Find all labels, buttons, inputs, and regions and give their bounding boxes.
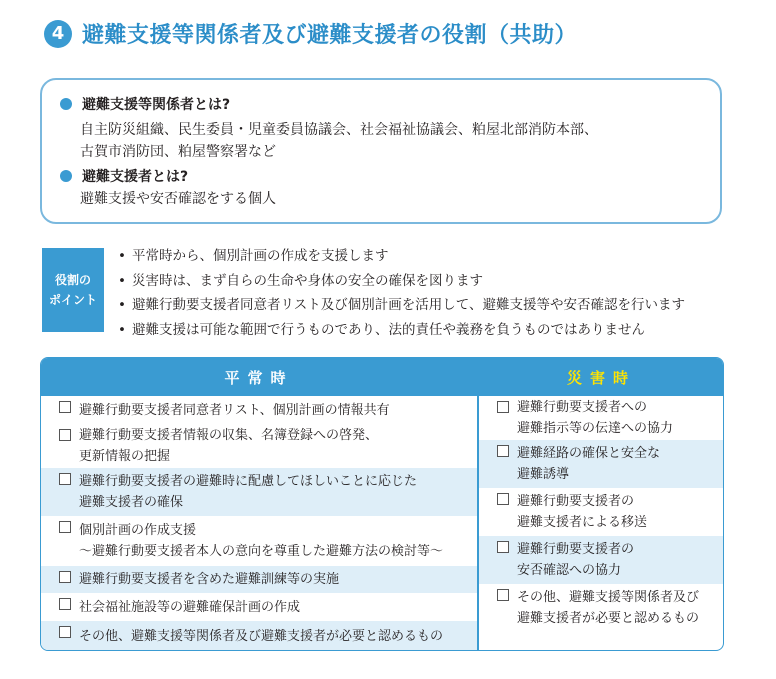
- row-text: 避難行動要支援者を含めた避難訓練等の実施: [79, 572, 340, 587]
- table-row: [41, 621, 477, 651]
- list-item-text: 避難行動要支援者同意者リスト及び個別計画を活用して、避難支援等や安否確認を行います: [132, 297, 685, 313]
- row-text: 〜避難行動要支援者本人の意向を尊重した避難方法の検討等〜: [79, 544, 444, 559]
- checkbox-icon: [59, 598, 71, 610]
- role-points-badge: [42, 248, 104, 332]
- row-text: 避難誘導: [517, 467, 570, 482]
- bullet-dot-icon: [60, 170, 72, 182]
- checkbox-icon: [497, 445, 509, 457]
- checkbox-icon: [59, 429, 71, 441]
- definition-line: 避難支援や安否確認をする個人: [80, 191, 276, 207]
- row-text: 避難指示等の伝達への協力: [517, 421, 674, 436]
- list-item: • 避難行動要支援者同意者リスト及び個別計画を活用して、避難支援等や安否確認を行います: [118, 293, 685, 318]
- definition-heading-text: 避難支援等関係者とは?: [82, 97, 231, 113]
- normal-time-header: 平常時: [41, 358, 477, 396]
- section-number-badge: 4: [44, 20, 72, 48]
- row-text: 更新情報の把握: [79, 449, 171, 464]
- definition-body-related: [80, 119, 598, 163]
- row-text: 避難行動要支援者情報の収集、名簿登録への啓発、: [79, 428, 379, 443]
- list-item-text: 平常時から、個別計画の作成を支援します: [132, 248, 389, 264]
- bullet-dot-icon: [60, 98, 72, 110]
- checkbox-icon: [59, 571, 71, 583]
- checkbox-icon: [497, 401, 509, 413]
- checkbox-icon: [59, 626, 71, 638]
- roles-table: [40, 357, 724, 651]
- table-row: [479, 584, 724, 632]
- row-text: 社会福祉施設等の避難確保計画の作成: [79, 599, 301, 615]
- normal-time-column: [41, 358, 477, 650]
- checkbox-icon: [59, 473, 71, 485]
- section-title: [44, 18, 577, 49]
- checkbox-icon: [497, 541, 509, 553]
- checkbox-icon: [497, 589, 509, 601]
- role-points-list: [118, 244, 685, 342]
- table-row: [479, 396, 724, 440]
- definition-heading-text: 避難支援者とは?: [82, 169, 189, 185]
- disaster-time-column: [479, 358, 724, 650]
- checkbox-icon: [59, 401, 71, 413]
- section-title-text: 避難支援等関係者及び避難支援者の役割（共助）: [82, 23, 578, 48]
- row-text: 避難支援者による移送: [517, 515, 648, 530]
- row-text: 避難経路の確保と安全な: [517, 446, 661, 461]
- row-text: 避難行動要支援者の: [517, 542, 635, 557]
- definitions-box: [40, 78, 722, 224]
- table-row: [41, 468, 477, 516]
- row-text: 避難支援者の確保: [79, 495, 184, 510]
- definition-heading-supporter: [60, 166, 188, 186]
- table-row: [41, 396, 477, 424]
- list-item-text: 災害時は、まず自らの生命や身体の安全の確保を図ります: [132, 272, 483, 289]
- row-text: 安否確認への協力: [517, 563, 622, 578]
- table-row: [41, 593, 477, 621]
- definition-line: 古賀市消防団、粕屋警察署など: [80, 144, 276, 160]
- row-text: 避難行動要支援者同意者リスト、個別計画の情報共有: [79, 402, 390, 418]
- list-item: • 平常時から、個別計画の作成を支援します: [118, 244, 685, 269]
- table-row: [41, 566, 477, 593]
- row-text: 避難行動要支援者への: [517, 400, 648, 415]
- list-item-text: 避難支援は可能な範囲で行うものであり、法的責任や義務を負うものではありません: [132, 321, 645, 338]
- badge-line: ポイント: [48, 293, 97, 307]
- checkbox-icon: [59, 521, 71, 533]
- list-item: • 災害時は、まず自らの生命や身体の安全の確保を図ります: [118, 269, 685, 294]
- definition-body-supporter: [80, 188, 276, 210]
- definition-heading-related: [60, 94, 230, 114]
- row-text: 避難支援者が必要と認めるもの: [517, 611, 700, 626]
- row-text: 避難行動要支援者の: [517, 494, 635, 509]
- table-row: [479, 488, 724, 536]
- table-row: [41, 516, 477, 566]
- row-text: 個別計画の作成支援: [79, 523, 197, 538]
- badge-line: 役割の: [54, 273, 91, 287]
- row-text: その他、避難支援等関係者及び: [517, 590, 700, 605]
- row-text: 避難行動要支援者の避難時に配慮してほしいことに応じた: [79, 474, 418, 489]
- checkbox-icon: [497, 493, 509, 505]
- table-row: [41, 424, 477, 468]
- table-row: [479, 440, 724, 488]
- list-item: • 避難支援は可能な範囲で行うものであり、法的責任や義務を負うものではありません: [118, 318, 685, 343]
- table-row: [479, 536, 724, 584]
- definition-line: 自主防災組織、民生委員・児童委員協議会、社会福祉協議会、粕屋北部消防本部、: [80, 122, 598, 138]
- row-text: その他、避難支援等関係者及び避難支援者が必要と認めるもの: [79, 629, 444, 644]
- disaster-time-header: 災害時: [479, 358, 724, 396]
